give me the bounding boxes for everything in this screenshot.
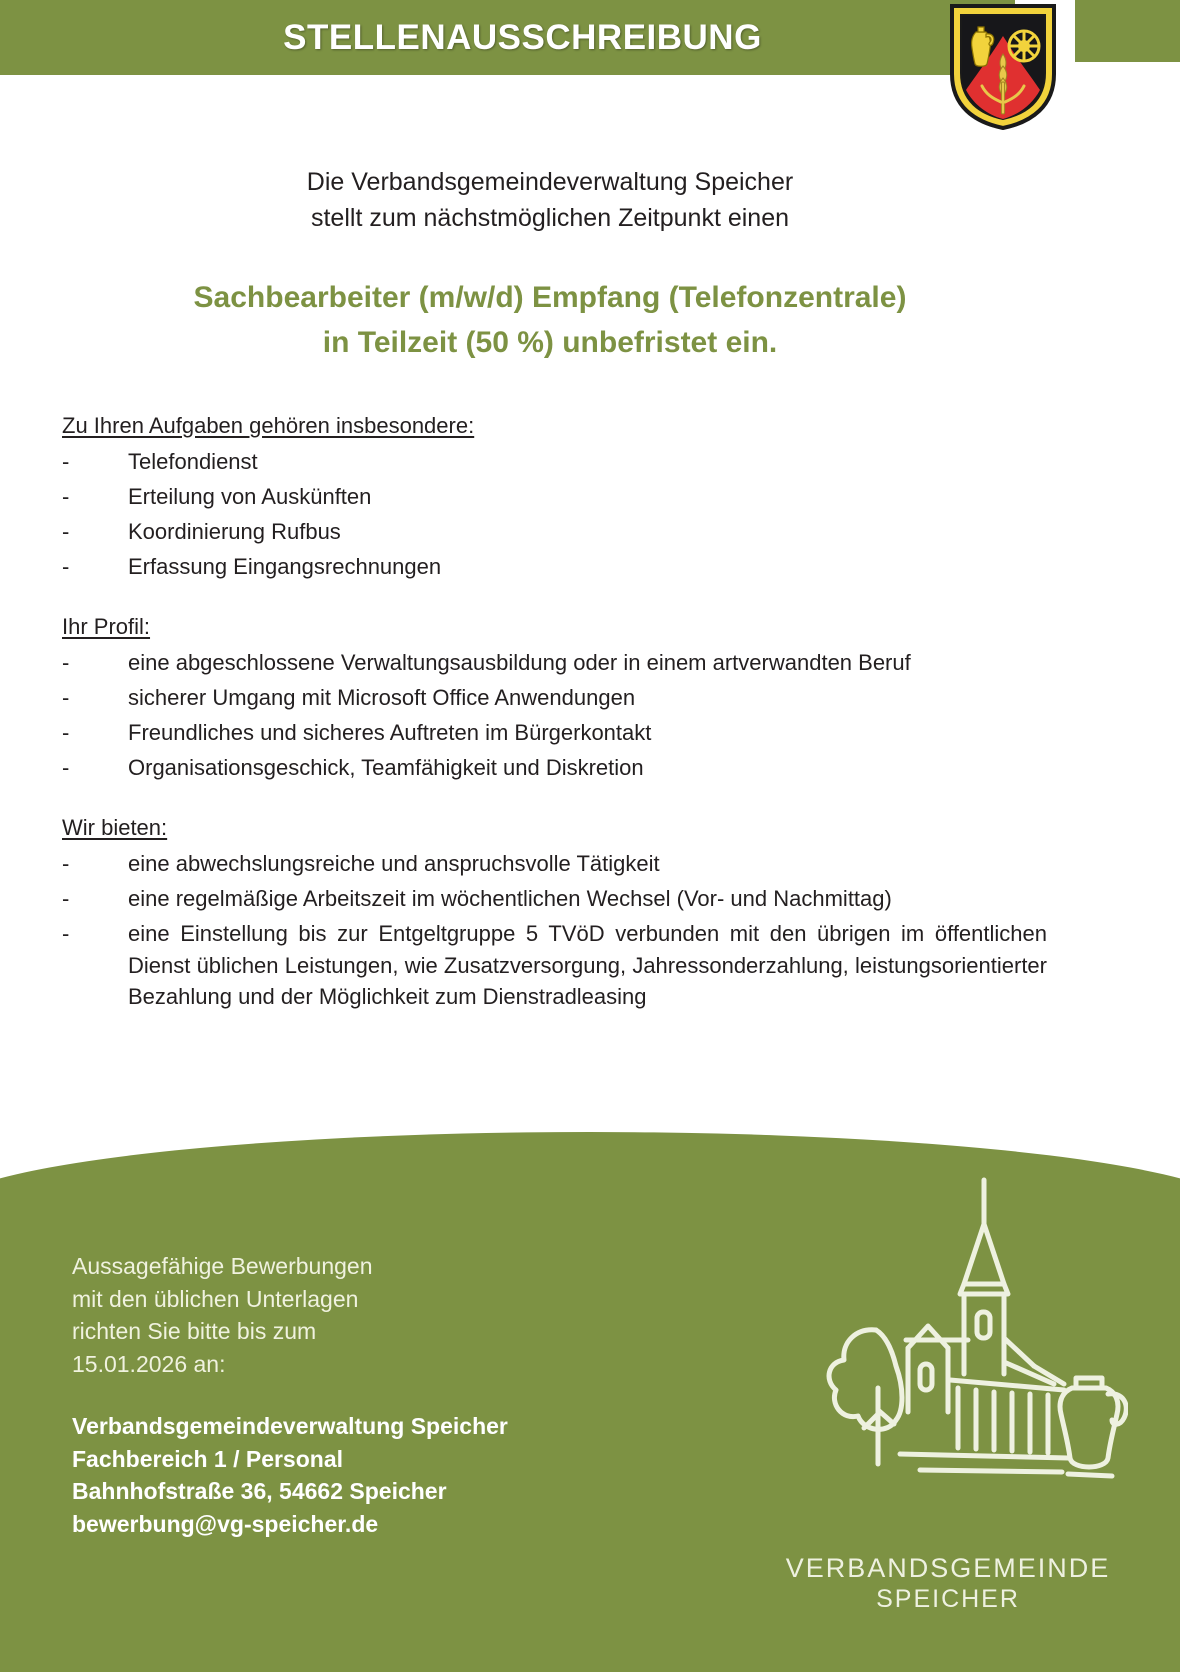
bullet-marker: - (62, 650, 70, 676)
intro-line-1: Die Verbandsgemeindeverwaltung Speicher (306, 168, 794, 196)
header-band-right-segment (1075, 0, 1180, 62)
list-item (62, 647, 1047, 679)
section-list (62, 446, 1047, 583)
organization-name: Verbandsgemeindeverwaltung Speicher (72, 1413, 508, 1439)
list-item (62, 752, 1047, 784)
bullet-marker: - (62, 754, 70, 780)
section-heading: Wir bieten: (62, 814, 168, 840)
instruction-line: Aussagefähige Bewerbungen (72, 1253, 373, 1279)
bullet-marker: - (62, 553, 70, 579)
coat-of-arms-icon (948, 2, 1058, 130)
email-address[interactable]: bewerbung@vg-speicher.de (72, 1510, 379, 1537)
logo-wordmark (768, 1552, 1128, 1614)
deadline-date: 15.01.2026 an: (72, 1350, 226, 1377)
list-item-text: sicherer Umgang mit Microsoft Office Anwendungen (128, 684, 636, 710)
street-address: Bahnhofstraße 36, 54662 Speicher (72, 1478, 447, 1505)
bullet-marker: - (62, 920, 70, 946)
list-item-text: Freundliches und sicheres Auftreten im Bürgerkontakt (128, 719, 652, 745)
list-item-text: Telefondienst (128, 449, 258, 475)
list-item-text: eine Einstellung bis zur Entgeltgruppe 5 TVöD verbunden mit den übrigen im öffentlichen Dienst üblichen Leistungen, wie Zusatzversorgung, Jahressonderzahlung, leistungsorientierter Bezahlung und der Möglichkeit zum Dienstradleasing (128, 920, 1047, 1010)
list-item (62, 848, 1047, 880)
logo-wordmark-line-1: VERBANDSGEMEINDE (785, 1552, 1111, 1583)
section-aufgaben (62, 410, 1047, 583)
page-title: STELLENAUSSCHREIBUNG (283, 17, 762, 57)
content-sections (62, 410, 1047, 1016)
job-title-line-1: Sachbearbeiter (m/w/d) Empfang (Telefonzentrale) (193, 281, 907, 314)
list-item-text: eine abwechslungsreiche und anspruchsvolle Tätigkeit (128, 850, 660, 876)
list-item-text: Organisationsgeschick, Teamfähigkeit und Diskretion (128, 754, 644, 780)
section-wir-bieten (62, 812, 1047, 1014)
list-item (62, 481, 1047, 513)
footer (0, 1132, 1180, 1672)
job-title-line-2: in Teilzeit (50 %) unbefristet ein. (322, 326, 778, 359)
intro-paragraph (0, 165, 1100, 236)
list-item-text: Erfassung Eingangsrechnungen (128, 553, 442, 579)
job-title (0, 275, 1100, 365)
list-item-text: Koordinierung Rufbus (128, 519, 341, 545)
section-heading: Zu Ihren Aufgaben gehören insbesondere: (62, 413, 475, 438)
department-name: Fachbereich 1 / Personal (72, 1445, 344, 1472)
list-item (62, 516, 1047, 548)
section-profil (62, 611, 1047, 784)
bullet-marker: - (62, 850, 70, 876)
bullet-marker: - (62, 684, 70, 710)
bullet-marker: - (62, 719, 70, 745)
bullet-marker: - (62, 484, 70, 510)
list-item (62, 446, 1047, 478)
list-item-text: Erteilung von Auskünften (128, 484, 372, 510)
section-list (62, 647, 1047, 784)
bullet-marker: - (62, 449, 70, 475)
list-item (62, 717, 1047, 749)
logo-wordmark-line-2: SPEICHER (876, 1585, 1020, 1613)
list-item (62, 682, 1047, 714)
bullet-marker: - (62, 519, 70, 545)
section-list (62, 848, 1047, 1013)
list-item-text: eine regelmäßige Arbeitszeit im wöchentlichen Wechsel (Vor- und Nachmittag) (128, 885, 892, 911)
list-item (62, 883, 1047, 915)
bullet-marker: - (62, 885, 70, 911)
application-instructions (72, 1250, 373, 1381)
instruction-line: richten Sie bitte bis zum (72, 1318, 317, 1345)
list-item (62, 918, 1047, 1014)
list-item-text: eine abgeschlossene Verwaltungsausbildung oder in einem artverwandten Beruf (128, 650, 911, 676)
verbandsgemeinde-logo-icon (768, 1152, 1128, 1552)
section-heading: Ihr Profil: (62, 613, 151, 639)
list-item (62, 551, 1047, 583)
contact-address (72, 1410, 508, 1541)
intro-line-2: stellt zum nächstmöglichen Zeitpunkt einen (310, 203, 790, 232)
instruction-line: mit den üblichen Unterlagen (72, 1285, 359, 1312)
